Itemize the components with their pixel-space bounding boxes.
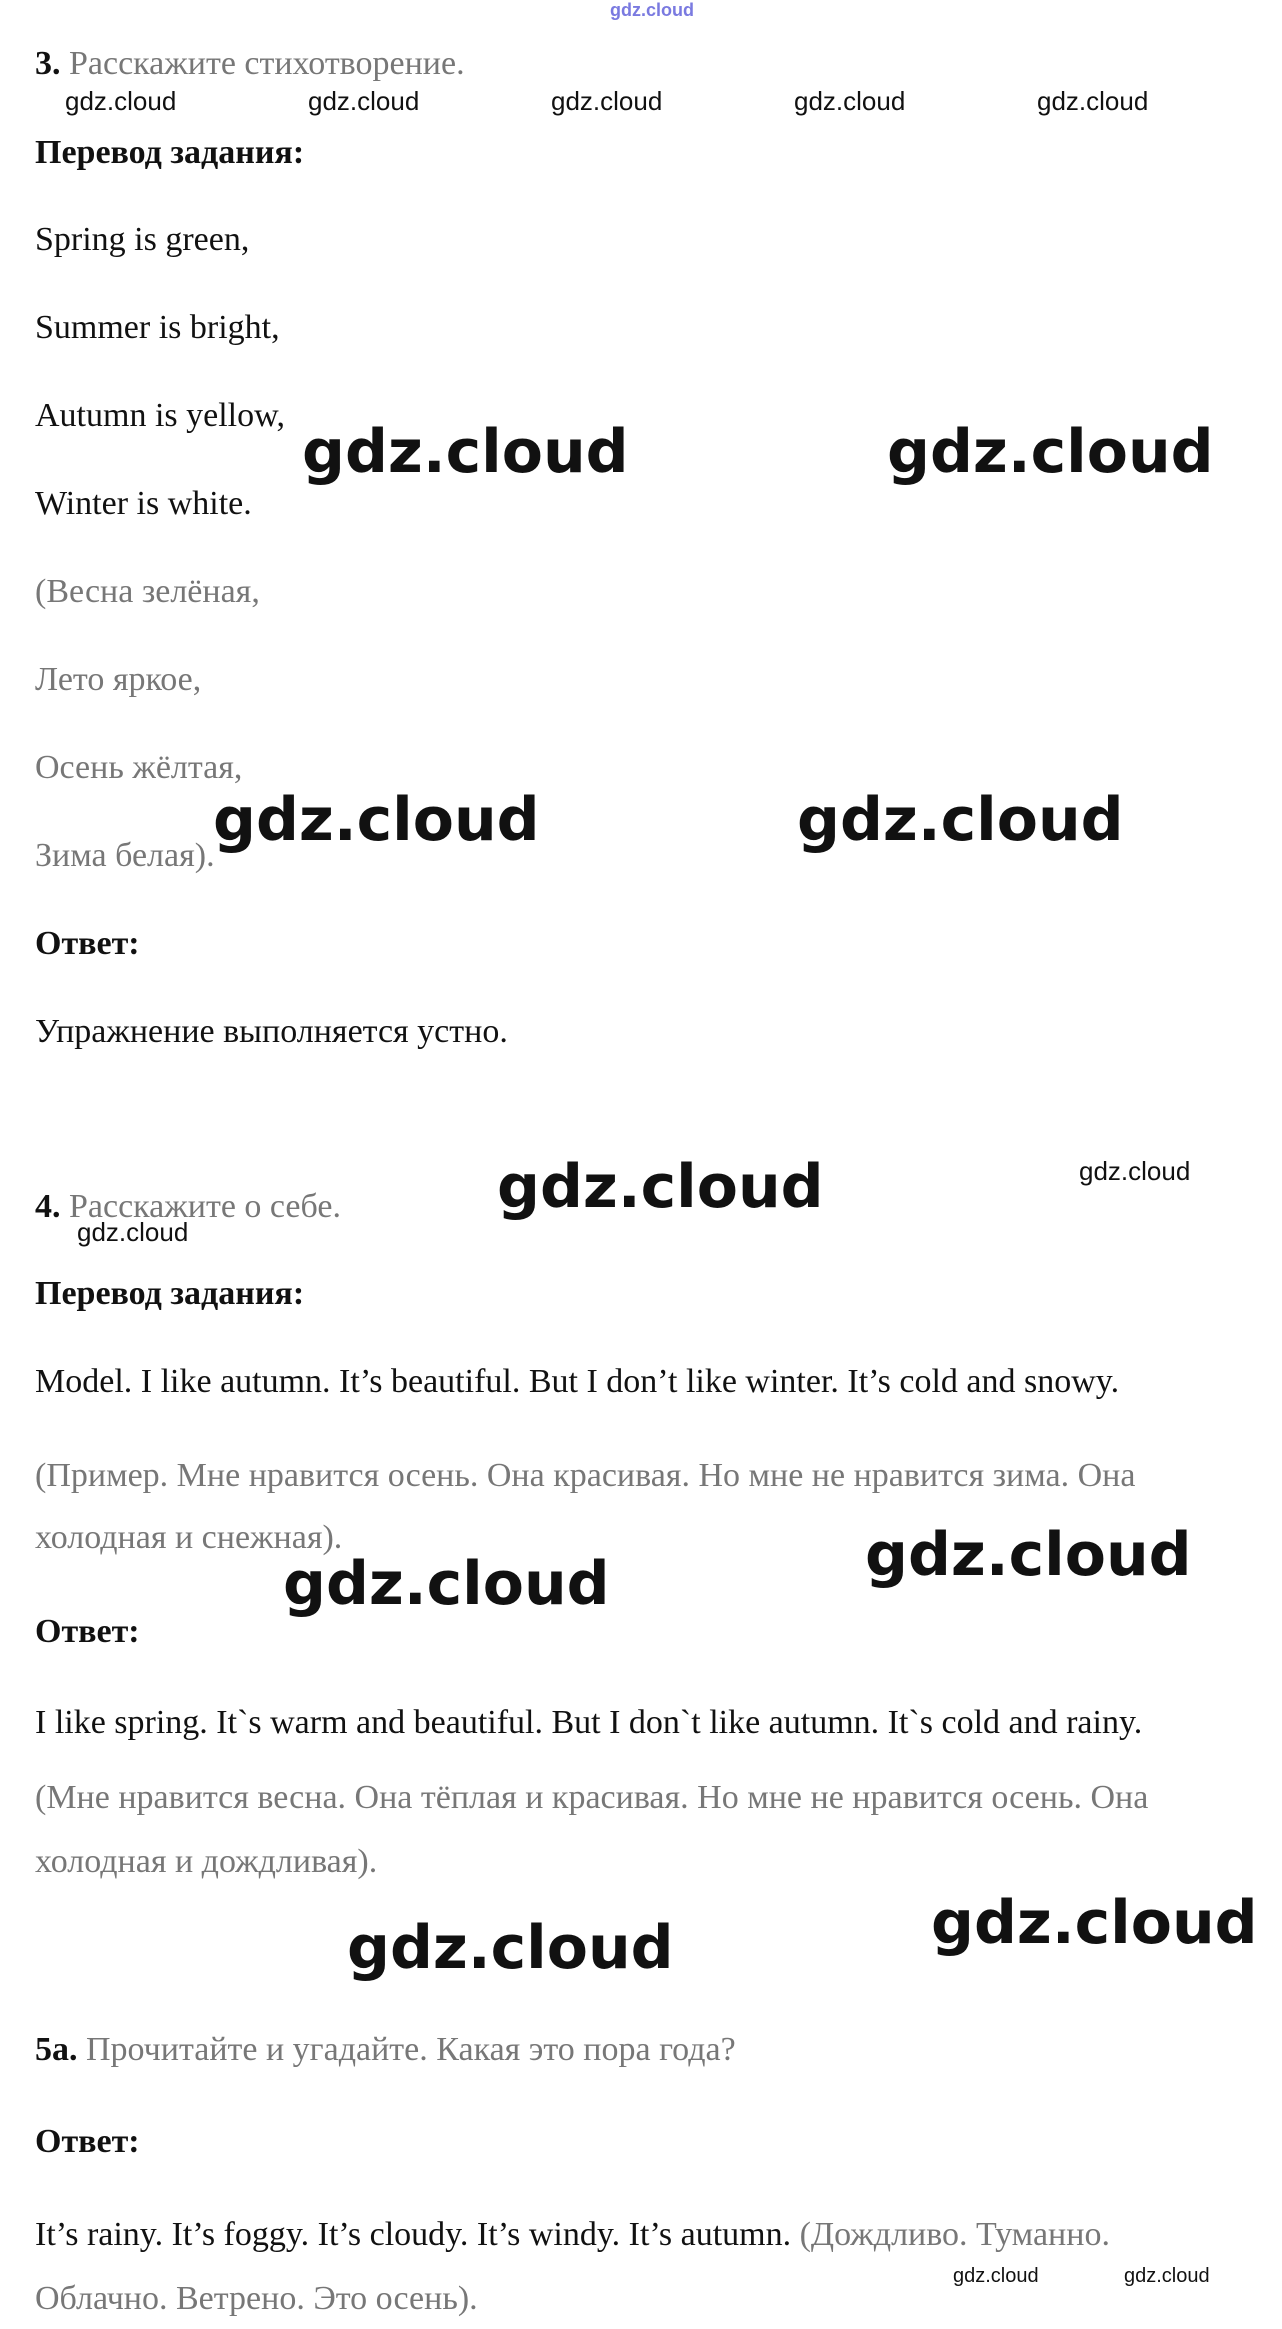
poem-line: Winter is white. [35, 485, 252, 522]
answer-label: Ответ: [35, 2123, 140, 2160]
answer-translation: (Дождливо. Туманно. [799, 2216, 1110, 2253]
watermark: gdz.cloud [1079, 1156, 1191, 1186]
watermark: gdz.cloud [887, 417, 1214, 487]
model-translation-line: холодная и снежная). [35, 1519, 343, 1556]
poem-line: Autumn is yellow, [35, 397, 285, 434]
exercise-number: 5a. [35, 2031, 78, 2068]
watermark: gdz.cloud [213, 785, 540, 855]
watermark: gdz.cloud [953, 2265, 1039, 2287]
exercise-title: Расскажите стихотворение. [69, 45, 465, 82]
translation-label: Перевод задания: [35, 1275, 305, 1312]
watermark: gdz.cloud [77, 1217, 189, 1247]
poem-line: Spring is green, [35, 221, 250, 258]
watermark: gdz.cloud [865, 1520, 1192, 1590]
watermark: gdz.cloud [551, 86, 663, 116]
watermark: gdz.cloud [1124, 2265, 1210, 2287]
poem-translation-line: Осень жёлтая, [35, 749, 243, 786]
model-text: Model. I like autumn. It’s beautiful. But I don’t like winter. It’s cold and snowy. [35, 1363, 1120, 1400]
answer-label: Ответ: [35, 925, 140, 962]
exercise-number: 4. [35, 1188, 61, 1225]
watermark: gdz.cloud [931, 1888, 1258, 1958]
poem-translation-line: (Весна зелёная, [35, 573, 260, 610]
top-watermark: gdz.cloud [610, 0, 694, 20]
watermark: gdz.cloud [797, 785, 1124, 855]
watermark: gdz.cloud [302, 417, 629, 487]
answer-translation-line: Облачно. Ветрено. Это осень). [35, 2280, 478, 2317]
watermark: gdz.cloud [308, 86, 420, 116]
poem-translation-line: Зима белая). [35, 837, 215, 874]
watermark: gdz.cloud [65, 86, 177, 116]
watermark: gdz.cloud [347, 1913, 674, 1983]
answer-translation-line: холодная и дождливая). [35, 1843, 378, 1880]
poem-line: Summer is bright, [35, 309, 280, 346]
watermark: gdz.cloud [497, 1152, 824, 1222]
watermark: gdz.cloud [794, 86, 906, 116]
watermark: gdz.cloud [283, 1549, 610, 1619]
poem-translation-line: Лето яркое, [35, 661, 202, 698]
answer-label: Ответ: [35, 1613, 140, 1650]
model-translation-line: (Пример. Мне нравится осень. Она красивая. Но мне не нравится зима. Она [35, 1457, 1136, 1494]
exercise-5a-heading [35, 2030, 736, 2070]
answer-text: I like spring. It`s warm and beautiful. But I don`t like autumn. It`s cold and rainy. [35, 1704, 1143, 1741]
exercise-number: 3. [35, 45, 61, 82]
exercise-title: Расскажите о себе. [69, 1188, 341, 1225]
answer-line [35, 2215, 1110, 2255]
answer-text: Упражнение выполняется устно. [35, 1013, 508, 1050]
answer-english: It’s rainy. It’s foggy. It’s cloudy. It’s windy. It’s autumn. [35, 2216, 792, 2253]
answer-translation-line: (Мне нравится весна. Она тёплая и красивая. Но мне не нравится осень. Она [35, 1779, 1149, 1816]
exercise-3-heading [35, 44, 465, 84]
watermark: gdz.cloud [1037, 86, 1149, 116]
translation-label: Перевод задания: [35, 134, 305, 171]
exercise-title: Прочитайте и угадайте. Какая это пора года? [86, 2031, 736, 2068]
